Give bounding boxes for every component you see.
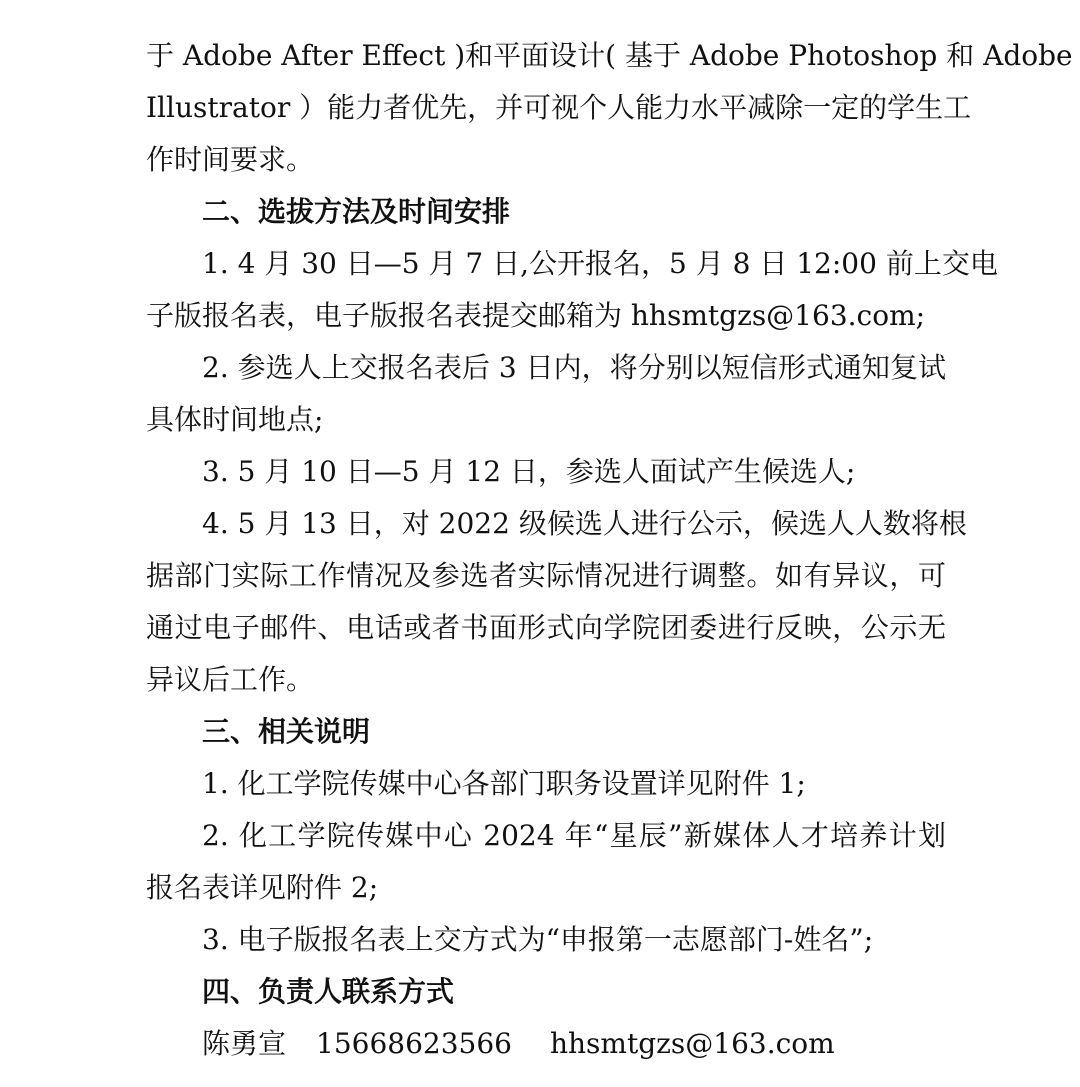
paragraph-line: Illustrator ）能力者优先，并可视个人能力水平减除一定的学生工	[146, 91, 972, 124]
contact-email: hhsmtgzs@163.com	[549, 1027, 835, 1060]
paragraph-line: 于 Adobe After Effect )和平面设计( 基于 Adobe Photoshop 和 Adobe	[146, 39, 1073, 72]
list-item-line: 2. 参选人上交报名表后 3 日内，将分别以短信形式通知复试	[202, 351, 946, 384]
list-item-line: 异议后工作。	[146, 663, 315, 696]
list-item-line: 2. 化工学院传媒中心 2024 年“星辰”新媒体人才培养计划	[202, 819, 946, 852]
list-item-line: 据部门实际工作情况及参选者实际情况进行调整。如有异议，可	[146, 559, 946, 592]
list-item-line: 通过电子邮件、电话或者书面形式向学院团委进行反映，公示无	[146, 611, 946, 644]
section-heading-3: 三、相关说明	[202, 715, 371, 748]
list-item-line: 报名表详见附件 2;	[146, 871, 379, 904]
contact-name: 陈勇宣	[202, 1027, 287, 1060]
list-item-line: 子版报名表，电子版报名表提交邮箱为 hhsmtgzs@163.com;	[146, 299, 926, 332]
list-item-line: 4. 5 月 13 日，对 2022 级候选人进行公示，候选人人数将根	[202, 507, 967, 540]
paragraph-line: 作时间要求。	[146, 143, 315, 176]
list-item-line: 3. 电子版报名表上交方式为“申报第一志愿部门-姓名”;	[202, 923, 874, 956]
list-item-line: 1. 4 月 30 日—5 月 7 日,公开报名，5 月 8 日 12:00 前上交电	[202, 247, 998, 280]
contact-line	[202, 1026, 946, 1062]
section-heading-4: 四、负责人联系方式	[202, 975, 455, 1008]
list-item-line: 3. 5 月 10 日—5 月 12 日，参选人面试产生候选人;	[202, 455, 856, 488]
section-heading-2: 二、选拔方法及时间安排	[202, 195, 511, 228]
contact-phone: 15668623566	[316, 1027, 512, 1060]
list-item-line: 具体时间地点;	[146, 403, 324, 436]
list-item-line: 1. 化工学院传媒中心各部门职务设置详见附件 1;	[202, 767, 806, 800]
